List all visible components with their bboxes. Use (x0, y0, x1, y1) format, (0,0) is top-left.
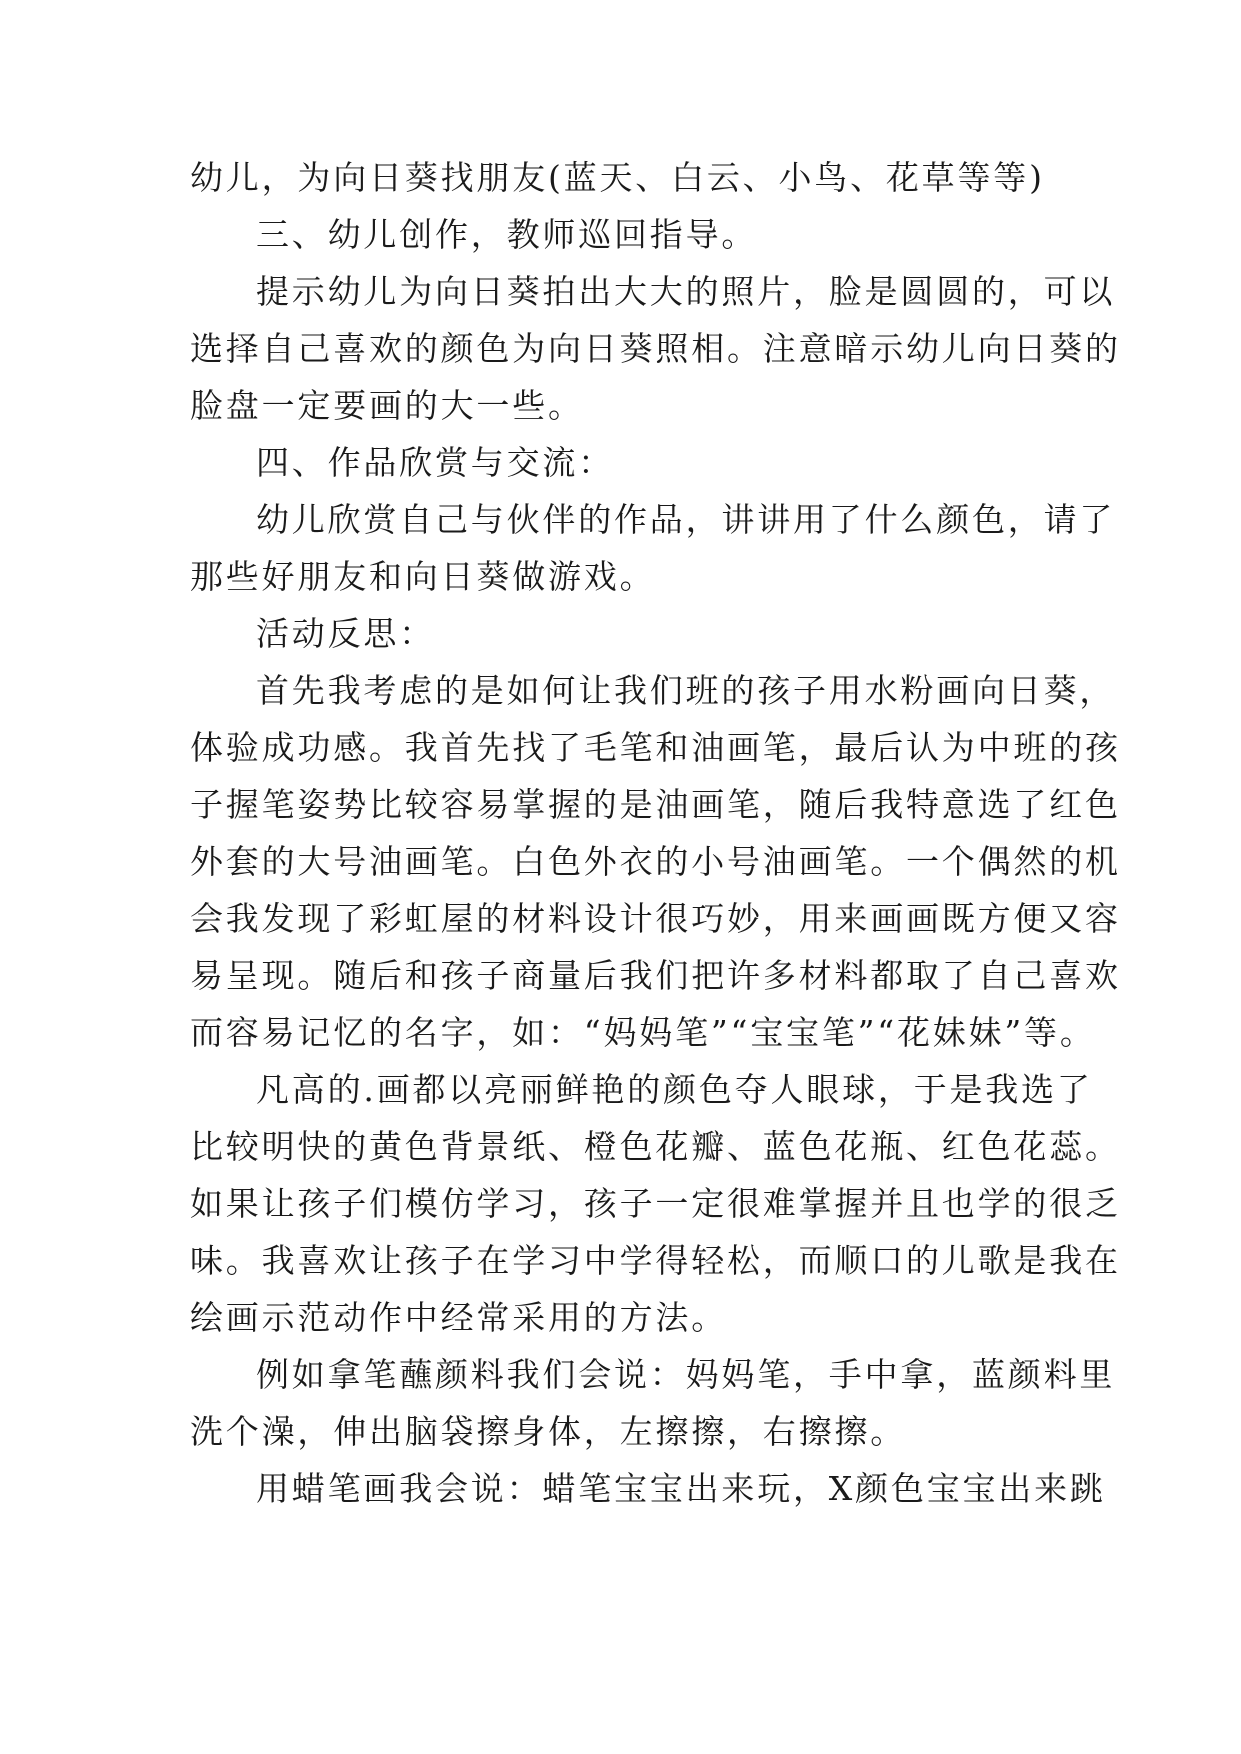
paragraph-line: 会我发现了彩虹屋的材料设计很巧妙，用来画画既方便又容 (190, 899, 1121, 938)
paragraph-line: 味。我喜欢让孩子在学习中学得轻松，而顺口的儿歌是我在 (190, 1241, 1121, 1280)
paragraph-line: 而容易记忆的名字，如：“妈妈笔”“宝宝笔”“花妹妹”等。 (190, 1013, 1096, 1052)
paragraph-line: 如果让孩子们模仿学习，孩子一定很难掌握并且也学的很乏 (190, 1184, 1121, 1223)
paragraph-line: 洗个澡，伸出脑袋擦身体，左擦擦，右擦擦。 (190, 1412, 906, 1451)
paragraph-line: 体验成功感。我首先找了毛笔和油画笔，最后认为中班的孩 (190, 728, 1121, 767)
paragraph-line: 外套的大号油画笔。白色外衣的小号油画笔。一个偶然的机 (190, 842, 1121, 881)
paragraph-line: 选择自己喜欢的颜色为向日葵照相。注意暗示幼儿向日葵的 (190, 329, 1121, 368)
paragraph-line: 提示幼儿为向日葵拍出大大的照片，脸是圆圆的，可以 (256, 272, 1116, 311)
paragraph-line: 凡高的.画都以亮丽鲜艳的颜色夺人眼球，于是我选了 (256, 1070, 1093, 1109)
paragraph-line: 脸盘一定要画的大一些。 (190, 386, 584, 425)
paragraph-line: 用蜡笔画我会说：蜡笔宝宝出来玩，X颜色宝宝出来跳 (256, 1469, 1106, 1508)
paragraph-line: 易呈现。随后和孩子商量后我们把许多材料都取了自己喜欢 (190, 956, 1121, 995)
paragraph-line: 那些好朋友和向日葵做游戏。 (190, 557, 656, 596)
paragraph-line: 子握笔姿势比较容易掌握的是油画笔，随后我特意选了红色 (190, 785, 1121, 824)
paragraph-line: 绘画示范动作中经常采用的方法。 (190, 1298, 727, 1337)
text-line: 幼儿，为向日葵找朋友(蓝天、白云、小鸟、花草等等) (190, 158, 1045, 197)
section-heading: 四、作品欣赏与交流： (256, 443, 614, 482)
paragraph-line: 幼儿欣赏自己与伙伴的作品，讲讲用了什么颜色，请了 (256, 500, 1116, 539)
paragraph-line: 比较明快的黄色背景纸、橙色花瓣、蓝色花瓶、红色花蕊。 (190, 1127, 1121, 1166)
section-heading: 三、幼儿创作，教师巡回指导。 (256, 215, 758, 254)
section-heading: 活动反思： (256, 614, 435, 653)
paragraph-line: 首先我考虑的是如何让我们班的孩子用水粉画向日葵， (256, 671, 1116, 710)
paragraph-line: 例如拿笔蘸颜料我们会说：妈妈笔，手中拿，蓝颜料里 (256, 1355, 1116, 1394)
